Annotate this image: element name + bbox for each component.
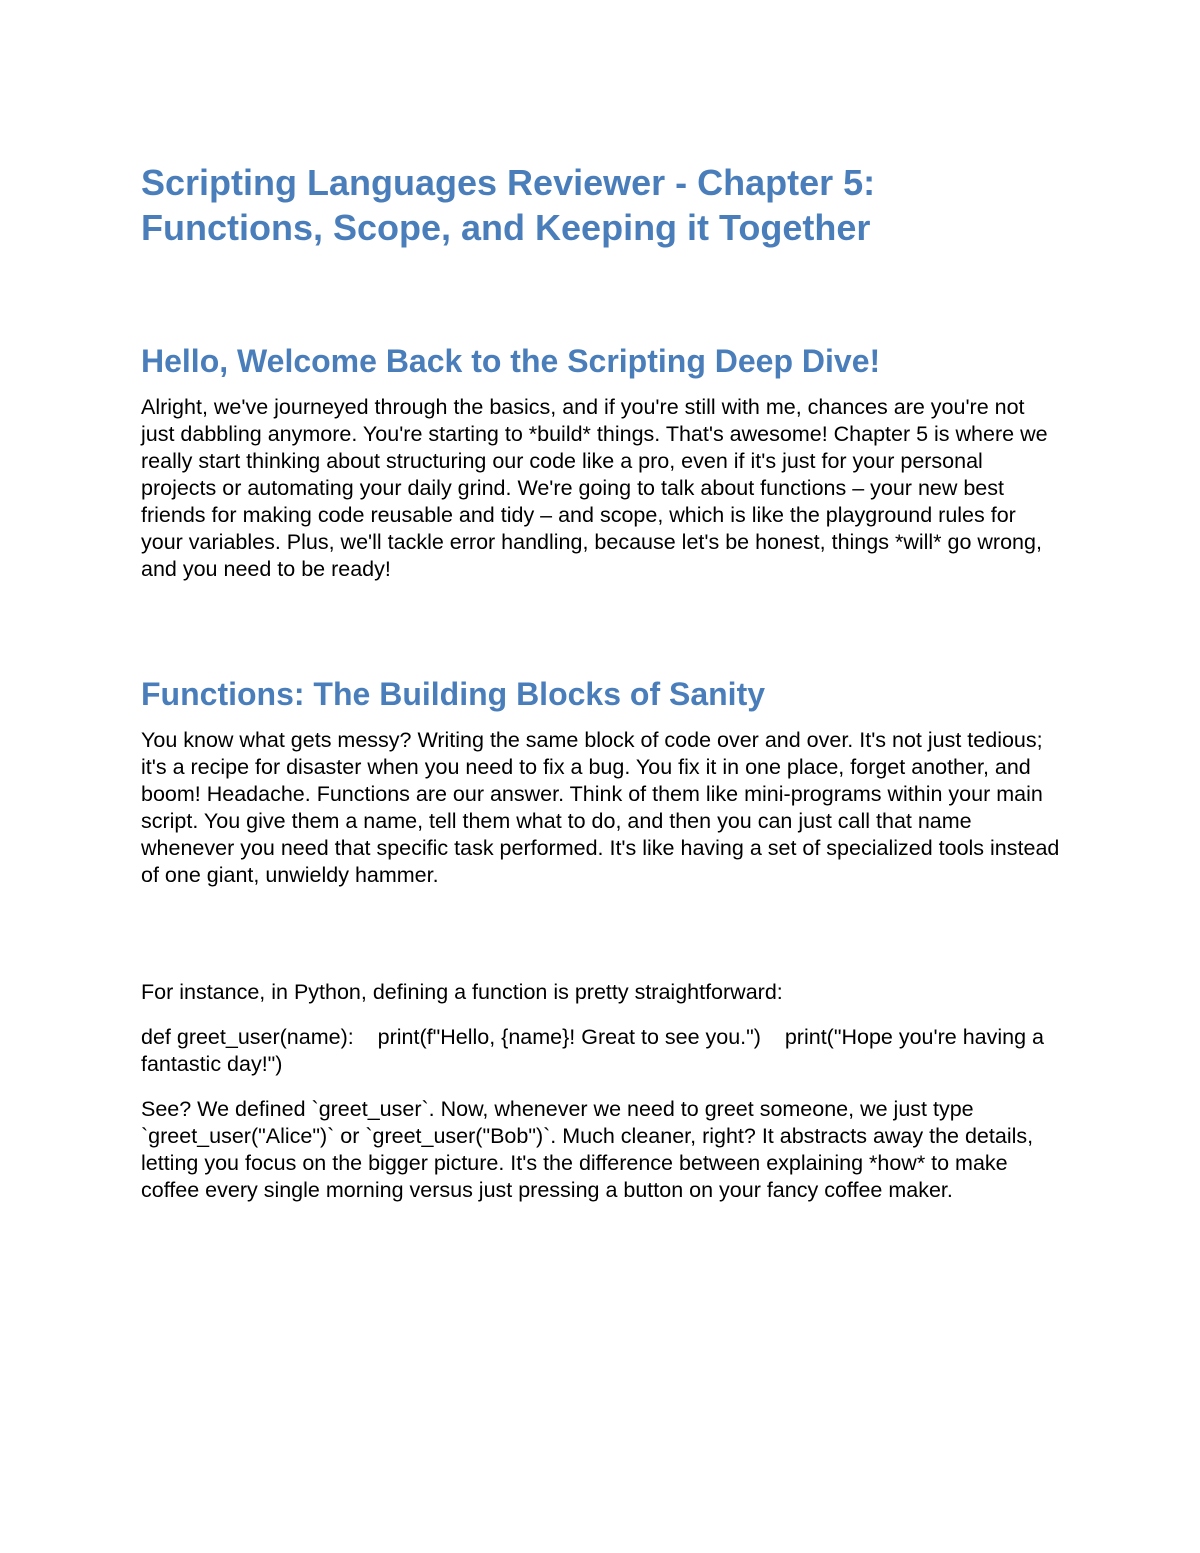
intro-paragraph: Alright, we've journeyed through the basics, and if you're still with me, chances are you're not just dabbling anymore. You're starting to *build* things. That's awesome! Chapter 5 is where we really start thinking about structuring our code like a pro, even if it's just for your personal projects or automating your daily grind. We're going to talk about functions – your new best friends for making code reusable and tidy – and scope, which is like the playground rules for your variables. Plus, we'll tackle error handling, because let's be honest, things *will* go wrong, and you need to be ready!: [141, 395, 1048, 581]
section-heading-welcome: Hello, Welcome Back to the Scripting Deep Dive!: [141, 343, 881, 379]
document-title: [141, 160, 1061, 250]
functions-paragraph: You know what gets messy? Writing the same block of code over and over. It's not just tedious; it's a recipe for disaster when you need to fix a bug. You fix it in one place, forget another, and boom! Headache. Functions are our answer. Think of them like mini-programs within your main script. You give them a name, tell them what to do, and then you can just call that name whenever you need that specific task performed. It's like having a set of specialized tools instead of one giant, unwieldy hammer.: [141, 728, 1060, 887]
document-title-line-2: Functions, Scope, and Keeping it Together: [141, 207, 871, 248]
document-title-line-1: Scripting Languages Reviewer - Chapter 5:: [141, 162, 876, 203]
explanation-paragraph: See? We defined `greet_user`. Now, whenever we need to greet someone, we just type `greet_user("Alice")` or `greet_user("Bob")`. Much cleaner, right? It abstracts away the details, letting you focus on the bigger picture. It's the difference between explaining *how* to make coffee every single morning versus just pressing a button on your fancy coffee maker.: [141, 1097, 1034, 1202]
python-example-intro: For instance, in Python, defining a function is pretty straightforward:: [141, 980, 783, 1004]
document-page: [141, 160, 1061, 1204]
code-example: def greet_user(name): print(f"Hello, {name}! Great to see you.") print("Hope you're having a fantastic day!"): [141, 1025, 1050, 1076]
section-heading-functions: Functions: The Building Blocks of Sanity: [141, 676, 766, 712]
